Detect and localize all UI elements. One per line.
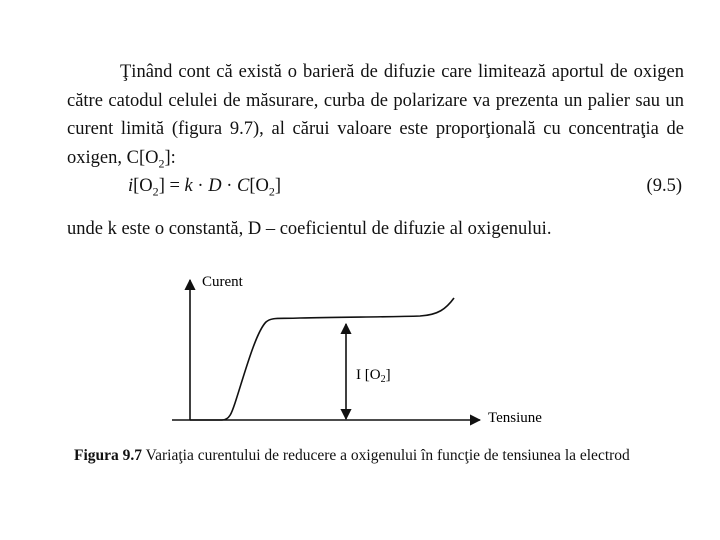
eq-lhs-var: i: [128, 176, 134, 196]
x-axis-label: Tensiune: [488, 410, 542, 426]
limit-current-label: I $[O_2]$: [356, 367, 391, 385]
eq-C: C: [236, 176, 250, 196]
polarization-curve-figure: [150, 262, 590, 442]
y-axis-label: Curent: [202, 274, 243, 290]
paragraph-line-4-end: ]:: [164, 147, 176, 168]
body-paragraph: [67, 58, 684, 178]
equation: [128, 176, 281, 200]
eq-k: k: [184, 176, 193, 196]
paragraph-line-1: Ţinând cont că există o barieră de difuzie care limitează aportul de: [120, 62, 628, 82]
polarization-curve: [190, 298, 454, 420]
paragraph-line-4: concentraţia de oxigen, C[O: [67, 119, 684, 168]
eq-dot-1: ·: [192, 176, 209, 196]
equation-number: (9.5): [646, 176, 682, 196]
eq-lhs-sub: 2: [152, 184, 159, 199]
paragraph-line-2: oxigen către catodul celulei de măsurare, curba de polarizare va prezenta un: [67, 62, 684, 111]
eq-rhs-close: ]: [274, 176, 282, 196]
figure-caption: [74, 447, 630, 465]
eq-lhs-close: ] =: [158, 176, 185, 196]
caption-label: Figura 9.7: [74, 447, 143, 464]
paragraph-line-3: palier sau un curent limită (figura 9.7), al cărui valoare este proporţională cu: [67, 90, 685, 139]
eq-dot-2: ·: [221, 176, 237, 196]
paragraph-line-4-sub: 2: [158, 156, 165, 171]
eq-lhs-open: [O: [133, 176, 153, 196]
eq-D: D: [208, 176, 222, 196]
eq-rhs-open: [O: [249, 176, 269, 196]
after-formula-text: unde k este o constantă, D – coeficientul de difuzie al oxigenului.: [67, 219, 552, 239]
eq-rhs-sub: 2: [268, 184, 275, 199]
caption-text: Variaţia curentului de reducere a oxigenului în funcţie de tensiunea la electrod: [142, 447, 630, 464]
